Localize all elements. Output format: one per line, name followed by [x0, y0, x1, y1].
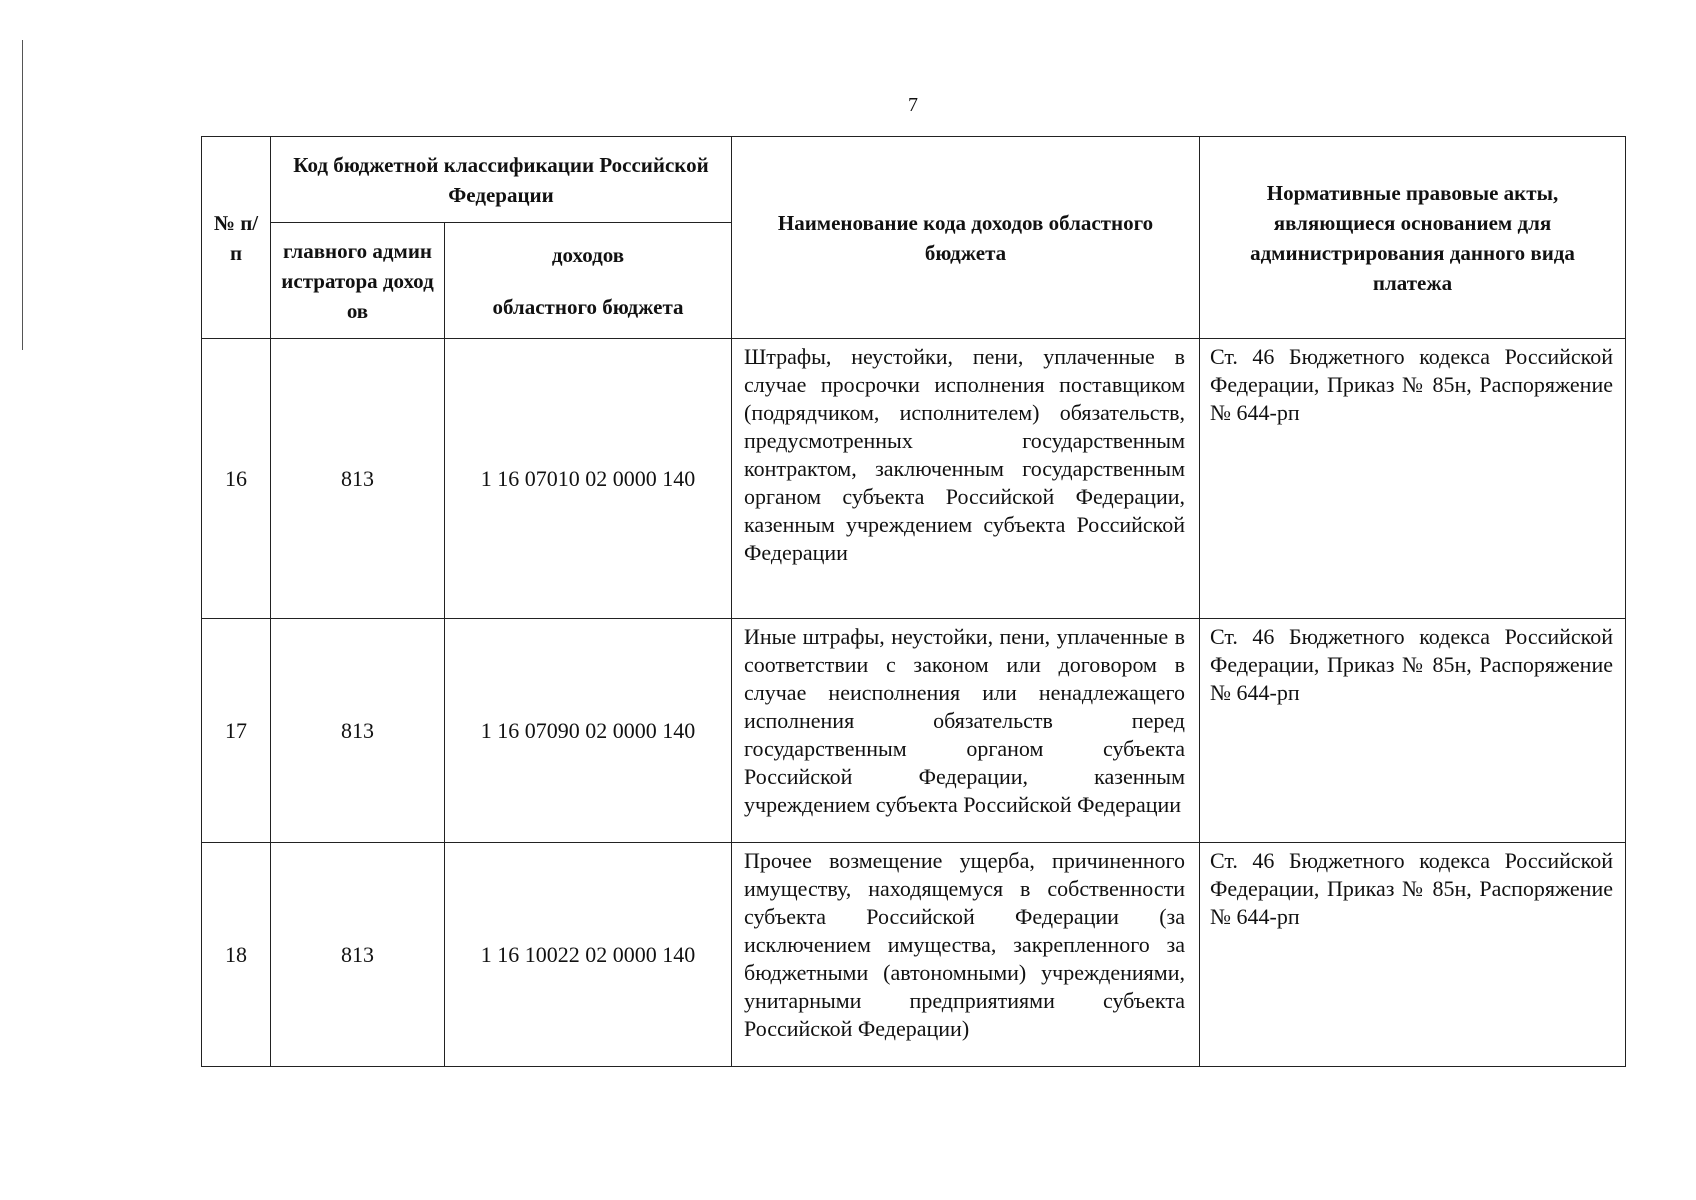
row-admin-code: 813 — [271, 619, 445, 843]
row-admin-code: 813 — [271, 843, 445, 1067]
table-row — [202, 339, 1626, 619]
row-income-name: Штрафы, неустойки, пени, уплаченные в случае просрочки исполнения поставщиком (подрядчиком, исполнителем) обязательств, предусмотренных государственным контрактом, заключенным государственным органом субъекта Российской Федерации, казенным учреждением субъекта Российской Федерации — [732, 339, 1200, 619]
header-num-text: № п/п — [213, 210, 259, 265]
header-income — [445, 223, 732, 339]
row-income-name: Иные штрафы, неустойки, пени, уплаченные в соответствии с законом или договором в случае неисполнения или ненадлежащего исполнения обязательств перед государственным органом субъекта Российской Федерации, казенным учреждением субъекта Российской Федерации — [732, 619, 1200, 843]
row-number: 17 — [202, 619, 271, 843]
header-admin — [271, 223, 445, 339]
row-number: 18 — [202, 843, 271, 1067]
header-acts — [1200, 137, 1626, 339]
header-num — [202, 137, 271, 339]
row-admin-code: 813 — [271, 339, 445, 619]
header-name — [732, 137, 1200, 339]
table-row — [202, 619, 1626, 843]
row-income-code: 1 16 10022 02 0000 140 — [445, 843, 732, 1067]
row-legal-acts: Ст. 46 Бюджетного кодекса Российской Федерации, Приказ № 85н, Распоряжение № 644-рп — [1200, 843, 1626, 1067]
header-income-line1: доходов — [551, 242, 625, 267]
row-legal-acts: Ст. 46 Бюджетного кодекса Российской Федерации, Приказ № 85н, Распоряжение № 644-рп — [1200, 339, 1626, 619]
row-income-code: 1 16 07090 02 0000 140 — [445, 619, 732, 843]
budget-classification-table — [201, 136, 1626, 1067]
header-bk-group-text: Код бюджетной классификации Российской Федерации — [293, 152, 709, 207]
row-income-code: 1 16 07010 02 0000 140 — [445, 339, 732, 619]
header-acts-text: Нормативные правовые акты, являющиеся основанием для администрирования данного вида платежа — [1250, 180, 1575, 295]
row-income-name: Прочее возмещение ущерба, причиненного имуществу, находящемуся в собственности субъекта Российской Федерации (за исключением имущества, закрепленного за бюджетными (автономными) учреждениями, унитарными предприятиями субъекта Российской Федерации) — [732, 843, 1200, 1067]
table-row — [202, 843, 1626, 1067]
header-admin-text: главного администратора доходов — [281, 238, 434, 323]
header-bk-group — [271, 137, 732, 223]
page-number-text: 7 — [908, 94, 918, 116]
row-number: 16 — [202, 339, 271, 619]
header-name-text: Наименование кода доходов областного бюджета — [777, 210, 1154, 265]
header-income-line2: областного бюджета — [492, 294, 684, 319]
left-margin-line — [22, 40, 23, 350]
row-legal-acts: Ст. 46 Бюджетного кодекса Российской Федерации, Приказ № 85н, Распоряжение № 644-рп — [1200, 619, 1626, 843]
page-number — [0, 94, 1696, 117]
